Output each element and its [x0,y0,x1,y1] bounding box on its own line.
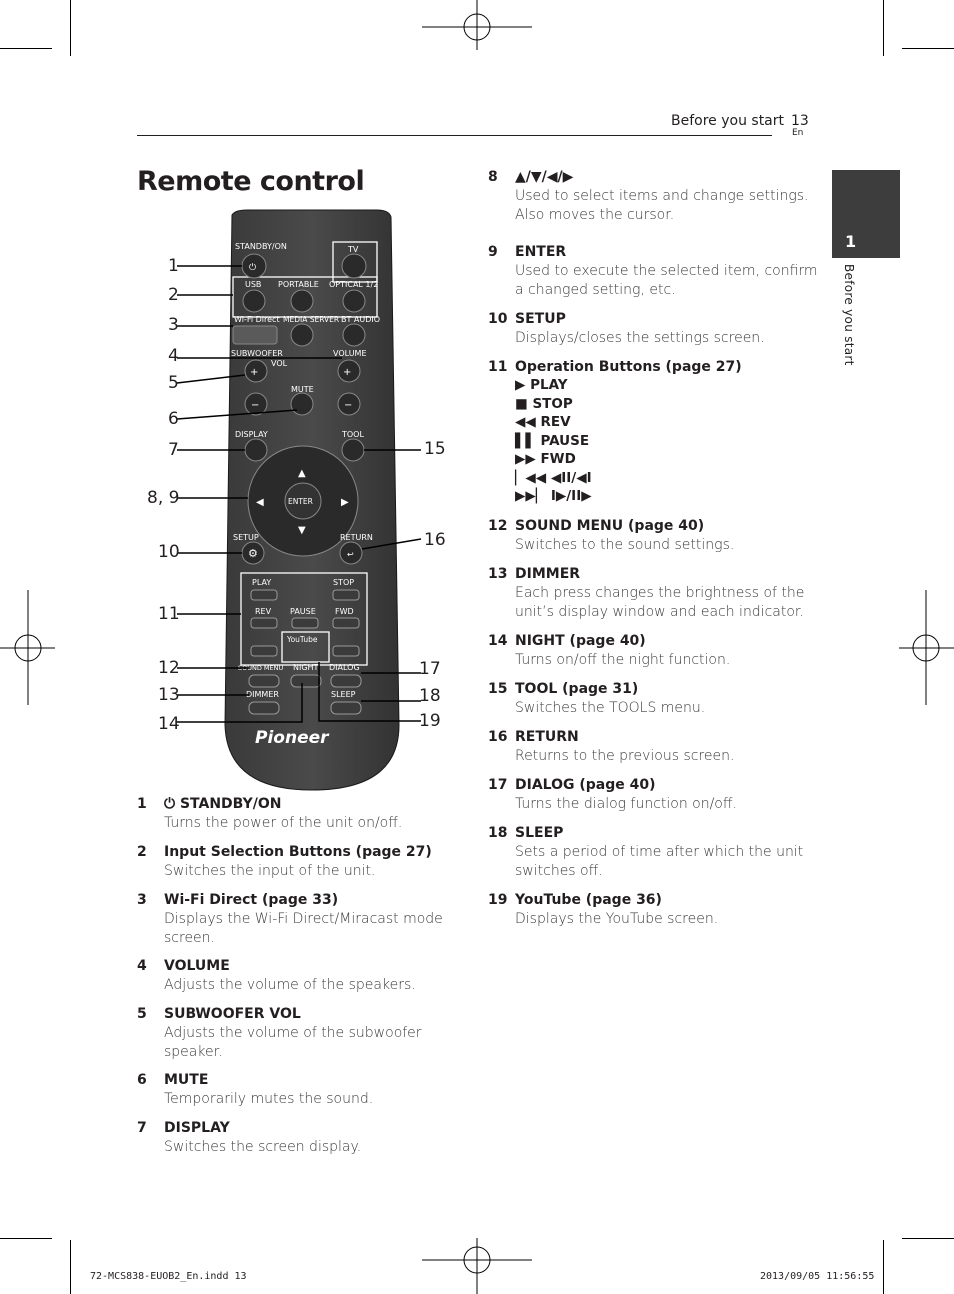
power-icon: ⏻ [249,263,257,273]
item-heading: SLEEP [515,825,564,841]
pause-button [292,618,318,628]
usb-button [243,290,265,312]
label-stop: STOP [333,578,355,587]
brand-logo: Pioneer [255,728,329,748]
label-volume: VOLUME [333,349,367,358]
item-description: Switches to the sound settings. [515,537,735,553]
callout-number: 2 [168,285,179,305]
label-optical: OPTICAL 1/2 [329,280,379,289]
item-heading: ▲/▼/◀/▶ [515,169,574,185]
callout-number: 11 [158,604,180,624]
item-number: 2 [137,844,147,860]
tv-button [342,254,366,278]
item-description: Displays the Wi-Fi Direct/Miracast mode screen. [164,911,443,946]
item-number: 3 [137,892,147,908]
label-return: RETURN [340,533,373,542]
label-dimmer: DIMMER [246,690,279,699]
operation-button-play: ▶ PLAY [515,377,568,393]
callout-number: 7 [168,440,179,460]
item-number: 8 [488,169,498,185]
footer-date: 2013/09/05 11:56:55 [760,1271,875,1282]
operation-button-stop: ■ STOP [515,396,573,412]
item-number: 11 [488,359,508,375]
operation-button-prev: ▏◀◀ ◀II/◀I [515,470,592,486]
item-description: Adjusts the volume of the subwoofer speaker. [164,1025,422,1060]
label-standby: STANDBY/ON [235,242,287,251]
callout-number: 14 [158,714,180,734]
night-button [291,675,321,687]
page-number: 13 [791,113,809,129]
chapter-number: 1 [845,232,857,251]
item-heading: DISPLAY [164,1120,230,1136]
operation-button-rev: ◀◀ REV [515,414,571,430]
item-number: 4 [137,958,147,974]
footer-filename: 72-MCS838-EUOB2_En.indd 13 [90,1271,247,1282]
item-description: Switches the screen display. [164,1139,362,1155]
label-sleep: SLEEP [331,690,356,699]
item-number: 10 [488,311,508,327]
item-heading: ⏻ STANDBY/ON [164,796,282,812]
up-arrow-icon: ▲ [298,468,306,479]
left-arrow-icon: ◀ [256,497,264,508]
item-number: 1 [137,796,147,812]
item-description: Temporarily mutes the sound. [164,1091,374,1107]
callout-number: 13 [158,685,180,705]
label-play: PLAY [252,578,272,587]
item-description: Used to select items and change settings. Also moves the cursor. [515,188,809,223]
right-arrow-icon: ▶ [341,497,349,508]
label-sound-menu: SOUND MENU [238,664,284,672]
bt-audio-button [343,324,365,346]
callout-number: 5 [168,373,179,393]
item-description: Used to execute the selected item, confirm a changed setting, etc. [515,263,818,298]
item-description: Switches the input of the unit. [164,863,376,879]
label-fwd: FWD [335,607,354,616]
item-description: Adjusts the volume of the speakers. [164,977,416,993]
item-number: 12 [488,518,508,534]
item-number: 9 [488,244,498,260]
item-number: 15 [488,681,508,697]
header-section: Before you start [671,113,785,129]
label-bt-audio: BT AUDIO [341,315,381,324]
down-arrow-icon: ▼ [298,525,306,536]
callout-number: 12 [158,658,180,678]
header-rule [137,135,772,136]
prev-button [251,646,277,656]
plus-icon: + [250,367,259,378]
callout-number: 18 [419,686,441,706]
item-description: Turns the dialog function on/off. [515,796,737,812]
item-heading: YouTube (page 36) [515,892,662,908]
callout-number: 17 [419,659,441,679]
chapter-tab [832,170,900,258]
item-heading: NIGHT (page 40) [515,633,646,649]
item-description: Turns the power of the unit on/off. [164,815,403,831]
callout-number: 16 [424,530,446,550]
label-subwoofer: SUBWOOFER [231,349,283,358]
item-description: Displays/closes the settings screen. [515,330,765,346]
return-icon: ↩ [347,550,354,559]
item-heading: VOLUME [164,958,230,974]
callout-number: 8, 9 [147,488,180,508]
item-heading: SOUND MENU (page 40) [515,518,705,534]
label-wifi: Wi-Fi Direct [234,315,280,324]
item-number: 16 [488,729,508,745]
item-heading: DIALOG (page 40) [515,777,656,793]
label-portable: PORTABLE [278,280,319,289]
dialog-button [331,675,361,687]
media-server-button [291,324,313,346]
remote-control-illustration [137,205,457,795]
gear-icon: ⚙ [248,547,258,560]
item-description: Returns to the previous screen. [515,748,735,764]
label-usb: USB [245,280,262,289]
callout-number: 1 [168,256,179,276]
item-heading: Wi-Fi Direct (page 33) [164,892,339,908]
operation-button-pause: ▌▌ PAUSE [515,433,590,449]
label-enter: ENTER [288,497,313,506]
label-tool: TOOL [342,430,364,439]
page-title: Remote control [137,166,365,197]
callout-number: 4 [168,346,179,366]
fwd-button [333,618,359,628]
display-button [245,439,267,461]
operation-button-fwd: ▶▶ FWD [515,451,576,467]
language-code: En [792,128,804,138]
item-heading: MUTE [164,1072,209,1088]
item-heading: TOOL (page 31) [515,681,639,697]
stop-button [333,590,359,600]
label-display: DISPLAY [235,430,268,439]
wifi-direct-button [233,326,277,344]
item-number: 13 [488,566,508,582]
label-media-server: MEDIA SERVER [283,315,340,324]
item-heading: DIMMER [515,566,581,582]
callout-number: 6 [168,409,179,429]
item-heading: SETUP [515,311,566,327]
operation-button-next: ▶▶▏ I▶/II▶ [515,488,592,504]
label-vol: VOL [271,359,288,368]
label-rev: REV [255,607,272,616]
item-heading: RETURN [515,729,579,745]
item-number: 5 [137,1006,147,1022]
callout-number: 3 [168,315,179,335]
label-pause: PAUSE [290,607,316,616]
callout-number: 19 [419,711,441,731]
item-number: 19 [488,892,508,908]
item-number: 17 [488,777,508,793]
sound-menu-button [249,675,279,687]
label-dialog: DIALOG [329,663,360,672]
item-number: 6 [137,1072,147,1088]
item-number: 14 [488,633,508,649]
optical-button [343,290,365,312]
item-description: Displays the YouTube screen. [515,911,719,927]
item-heading: ENTER [515,244,567,260]
item-description: Sets a period of time after which the unit switches off. [515,844,804,879]
minus-icon: − [344,400,353,411]
item-number: 18 [488,825,508,841]
sleep-button [331,702,361,714]
item-heading: SUBWOOFER VOL [164,1006,301,1022]
mute-button [291,393,313,415]
callout-number: 15 [424,439,446,459]
dimmer-button [249,702,279,714]
item-description: Turns on/off the night function. [515,652,731,668]
tool-button [342,439,364,461]
minus-icon: − [251,400,260,411]
item-number: 7 [137,1120,147,1136]
label-youtube: YouTube [287,635,318,644]
label-setup: SETUP [233,533,259,542]
item-heading: Input Selection Buttons (page 27) [164,844,432,860]
callout-number: 10 [158,542,180,562]
next-button [333,646,359,656]
chapter-side-label: Before you start [842,264,856,366]
portable-button [291,290,313,312]
label-mute: MUTE [291,385,314,394]
play-button [251,590,277,600]
label-tv: TV [348,245,359,254]
item-description: Switches the TOOLS menu. [515,700,706,716]
plus-icon: + [343,367,352,378]
item-description: Each press changes the brightness of the unit’s display window and each indicator. [515,585,805,620]
label-night: NIGHT [293,663,319,672]
rev-button [251,618,277,628]
item-heading: Operation Buttons (page 27) [515,359,742,375]
